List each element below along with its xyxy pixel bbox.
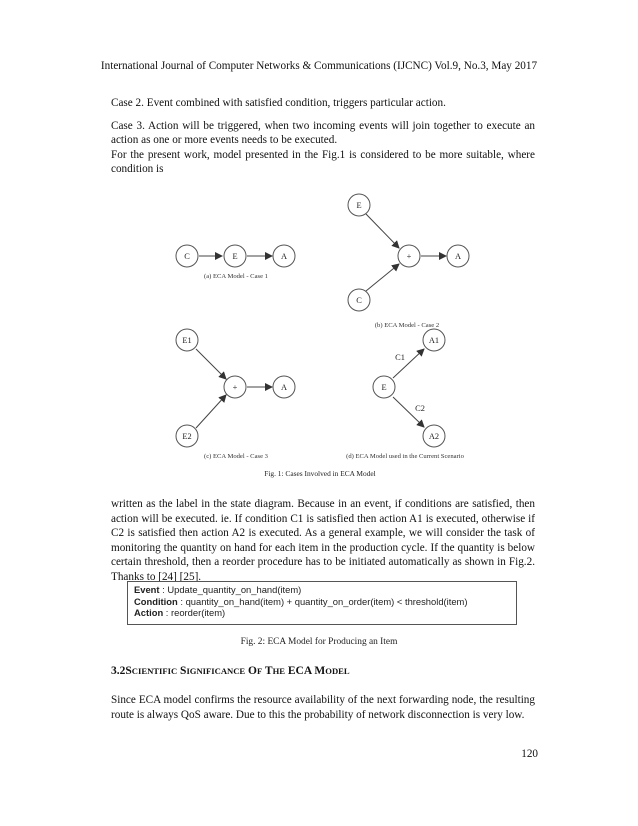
edge-e2-plus [196, 395, 226, 428]
bottom-text: Since ECA model confirms the resource availability of the next forwarding node, the resulting route is always QoS aware. Due to this the probability of network disconnection is very low. [111, 694, 535, 721]
edge-e1-plus [196, 349, 226, 379]
journal-header: International Journal of Computer Networks & Communications (IJCNC) Vol.9, No.3, May 2017 [100, 60, 538, 72]
node-label: E [356, 201, 362, 210]
page-number: 120 [521, 748, 538, 760]
action-line: Action : reorder(item) [134, 607, 226, 618]
node-label: A2 [428, 432, 440, 441]
edge-label-c2: C2 [415, 404, 425, 413]
eca-model-box [127, 581, 517, 625]
edge-e-plus [366, 214, 399, 248]
figure-2-caption: Fig. 2: ECA Model for Producing an Item [240, 637, 398, 647]
node-label: E1 [182, 336, 192, 345]
node-label: C [356, 296, 362, 305]
closing-paragraph [111, 693, 535, 722]
node-label: E2 [182, 432, 192, 441]
case2-label: (b) ECA Model - Case 2 [374, 322, 440, 329]
node-label: E [232, 252, 238, 261]
node-label: A [280, 252, 288, 261]
section-heading: 3.2SCIENTIFIC SIGNIFICANCE OF THE ECA MODEL [111, 665, 350, 677]
figure-1 [0, 190, 638, 490]
case1-label: (a) ECA Model - Case 1 [204, 273, 268, 280]
edge-c-plus [366, 264, 399, 291]
node-label: A [280, 383, 288, 392]
case4-label: (d) ECA Model used in the Current Scenario [346, 453, 464, 460]
node-label: A1 [428, 336, 440, 345]
body-paragraph [111, 497, 535, 585]
event-line: Event : Update_quantity_on_hand(item) [134, 584, 302, 595]
node-label: A [454, 252, 462, 261]
node-label: + [406, 252, 412, 261]
case3-text: Case 3. Action will be triggered, when two incoming events will join together to execute an action as one or more events needs to be executed. [111, 119, 535, 147]
case3-label: (c) ECA Model - Case 3 [204, 453, 268, 460]
node-label: + [232, 383, 238, 392]
figure-1-caption: Fig. 1: Cases Involved in ECA Model [264, 469, 376, 478]
mid-text: written as the label in the state diagram. Because in an event, if conditions are satisfied, then action will be executed. ie. If condition C1 is satisfied then action A1 is executed, otherwise if C2 is satisfied then action A2 is executed. As a general example, we will consider the task of monitoring the quantity on hand for each item in the production cycle. If the quantity is below certain threshold, then a reorder procedure has to be initiated automatically as shown in Fig.2. Thanks to [24] [25]. [111, 498, 535, 583]
case2-text: Case 2. Event combined with satisfied condition, triggers particular action. [111, 97, 446, 109]
present-work-text: For the present work, model presented in the Fig.1 is considered to be more suitable, where condition is [111, 148, 535, 176]
node-label: C [184, 252, 190, 261]
node-label: E [381, 383, 387, 392]
condition-line: Condition : quantity_on_hand(item) + quantity_on_order(item) < threshold(item) [134, 595, 468, 607]
intro-paragraphs [111, 96, 535, 177]
edge-label-c1: C1 [395, 353, 405, 362]
